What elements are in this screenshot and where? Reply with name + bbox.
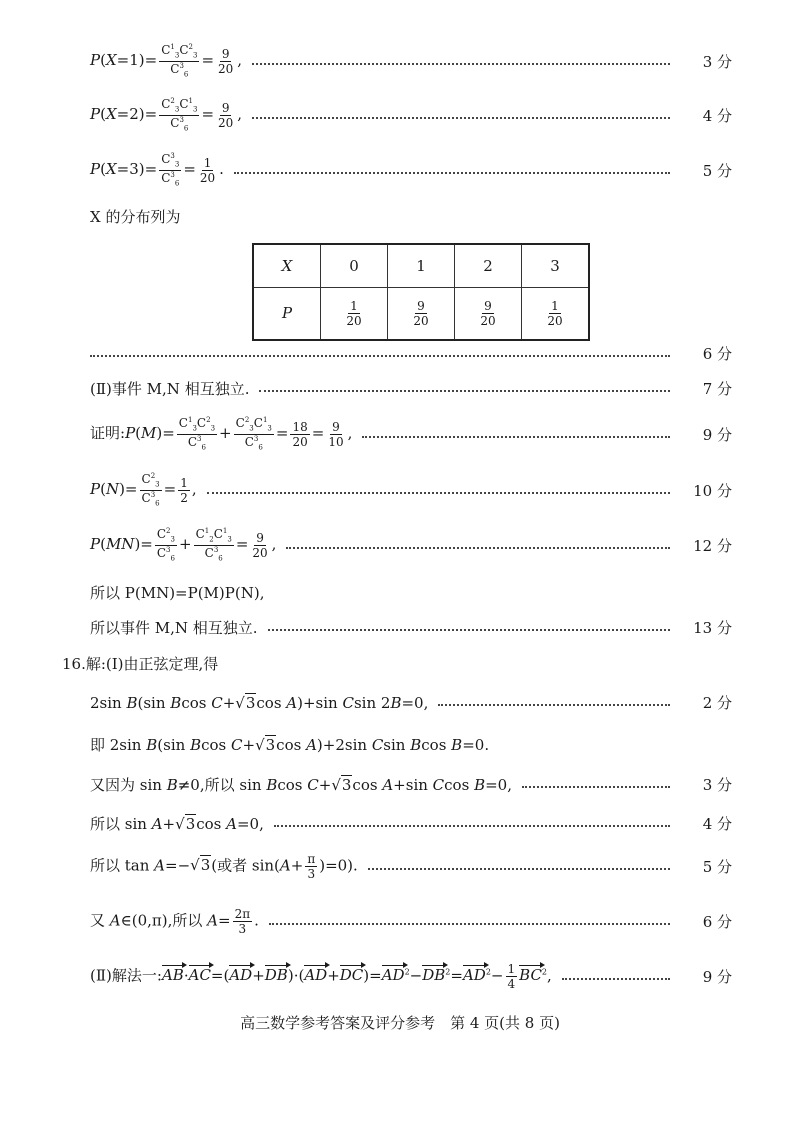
answer-line-independent (90, 616, 732, 638)
formula-sine-law: 2sin B(sin Bcos C+√ 3cos A)+sin Csin 2B=0, (90, 693, 428, 712)
answer-line-score6 (90, 342, 732, 364)
formula-px3: P(X=3)= $\frac{C^3_3}{C^3_6}$ = $\frac{1}{20}$ . (90, 152, 224, 187)
score-label: 12 分 (693, 536, 732, 555)
leader-dots (362, 436, 670, 438)
x-value: 1 (388, 244, 455, 288)
p-value: $\frac{1}{20}$ (321, 288, 388, 340)
score-label: 3 分 (702, 52, 732, 71)
conclusion-text: 所以 P(MN)=P(M)P(N), (90, 583, 265, 602)
score-label: 9 分 (702, 425, 732, 444)
leader-dots (252, 63, 670, 65)
p-value: $\frac{1}{20}$ (522, 288, 590, 340)
row-header-x: X (253, 244, 321, 288)
leader-dots (522, 786, 670, 788)
score-label: 5 分 (702, 161, 732, 180)
formula-pm: 证明:P(M)= $\frac{C^1_3C^2_3}{C^3_6}$ + $\frac{C^2_3C^1_3}{C^3_6}$ = $\frac{18}{20}$ = $\frac{9}{10}$ , (90, 416, 353, 451)
answer-line-pn (90, 472, 732, 508)
x-value: 2 (455, 244, 522, 288)
problem-16-heading (62, 652, 732, 674)
score-label: 13 分 (693, 618, 732, 637)
leader-dots (274, 825, 670, 827)
row-header-p: P (253, 288, 321, 340)
answer-line-conclusion (90, 581, 732, 603)
leader-dots (207, 492, 670, 494)
formula-pn: P(N)= $\frac{C^2_3}{C^3_6}$ = $\frac{1}{2}$ , (90, 472, 197, 507)
score-label: 4 分 (702, 106, 732, 125)
score-label: 3 分 (702, 775, 732, 794)
answer-line-expand (90, 732, 732, 756)
formula-px2: P(X=2)= $\frac{C^2_3C^1_3}{C^3_6}$ = $\frac{9}{20}$ , (90, 97, 243, 132)
formula-pmn: P(MN)= $\frac{C^2_3}{C^3_6}$ + $\frac{C^1_2C^1_3}{C^3_6}$ = $\frac{9}{20}$ , (90, 527, 277, 562)
leader-dots (268, 629, 670, 631)
distribution-table (252, 243, 590, 341)
answer-line-px2 (90, 98, 732, 132)
x-value: 3 (522, 244, 590, 288)
answer-line-tana (90, 848, 732, 884)
proof-prefix: 证明: (90, 424, 126, 442)
formula-expand: 即 2sin B(sin Bcos C+√ 3cos A)+2sin Csin Bcos B=0. (90, 734, 489, 755)
answer-line-px3 (90, 153, 732, 187)
formula-sinb: 又因为 sin B≠0,所以 sin Bcos C+√ 3cos A+sin Ccos B=0, (90, 774, 512, 795)
formula-sina: 所以 sin A+√ 3cos A=0, (90, 813, 264, 834)
leader-dots (252, 117, 670, 119)
formula-tana: 所以 tan A=−√ 3(或者 sin(A+ $\frac{\pi}{3}$ )=0). (90, 853, 358, 880)
formula-a-value: 又 A∈(0,π),所以 A= $\frac{2\pi}{3}$ . (90, 906, 259, 936)
score-label: 5 分 (702, 857, 732, 876)
leader-dots (368, 868, 670, 870)
independent-text: 所以事件 M,N 相互独立. (90, 618, 258, 637)
formula-px1: P(X=1)= $\frac{C^1_3C^2_3}{C^3_6}$ = $\frac{9}{20}$ , (90, 43, 243, 78)
score-label: 2 分 (702, 693, 732, 712)
score-label: 7 分 (702, 379, 732, 398)
leader-dots (562, 978, 670, 980)
p-value: $\frac{9}{20}$ (455, 288, 522, 340)
answer-line-pmn (90, 527, 732, 563)
leader-dots (269, 923, 670, 925)
answer-line-sine-law (90, 690, 732, 714)
formula-vector: (Ⅱ)解法一$:AB\cdot AC=(AD+DB)\cdot(AD+DC)=AD^2-DB^2=AD^2-$ $\frac{1}{4}$ $BC^2$, (90, 961, 552, 991)
table-row (253, 244, 589, 288)
answer-line-vector (90, 958, 732, 994)
answer-line-a-value (90, 903, 732, 939)
answer-line-sina (90, 811, 732, 835)
score-label: 6 分 (702, 344, 732, 363)
leader-dots (90, 355, 670, 357)
score-label: 4 分 (702, 814, 732, 833)
leader-dots (234, 172, 670, 174)
score-label: 9 分 (702, 967, 732, 986)
score-label: 6 分 (702, 912, 732, 931)
table-row (253, 288, 589, 340)
leader-dots (438, 704, 670, 706)
answer-line-sinb (90, 772, 732, 796)
leader-dots (259, 390, 670, 392)
answer-line-pm (90, 416, 732, 452)
p-value: $\frac{9}{20}$ (388, 288, 455, 340)
distribution-intro-text: X 的分布列为 (90, 207, 181, 226)
x-value: 0 (321, 244, 388, 288)
part2-statement: (Ⅱ)事件 M,N 相互独立. (90, 379, 250, 398)
answer-line-px1 (90, 44, 732, 78)
distribution-intro (90, 205, 732, 227)
page-footer: 高三数学参考答案及评分参考 第 4 页(共 8 页) (240, 1014, 560, 1032)
problem-16-text: 16.解:(Ⅰ)由正弦定理,得 (62, 654, 219, 673)
score-label: 10 分 (693, 481, 732, 500)
leader-dots (286, 547, 670, 549)
answer-line-part2 (90, 377, 732, 399)
